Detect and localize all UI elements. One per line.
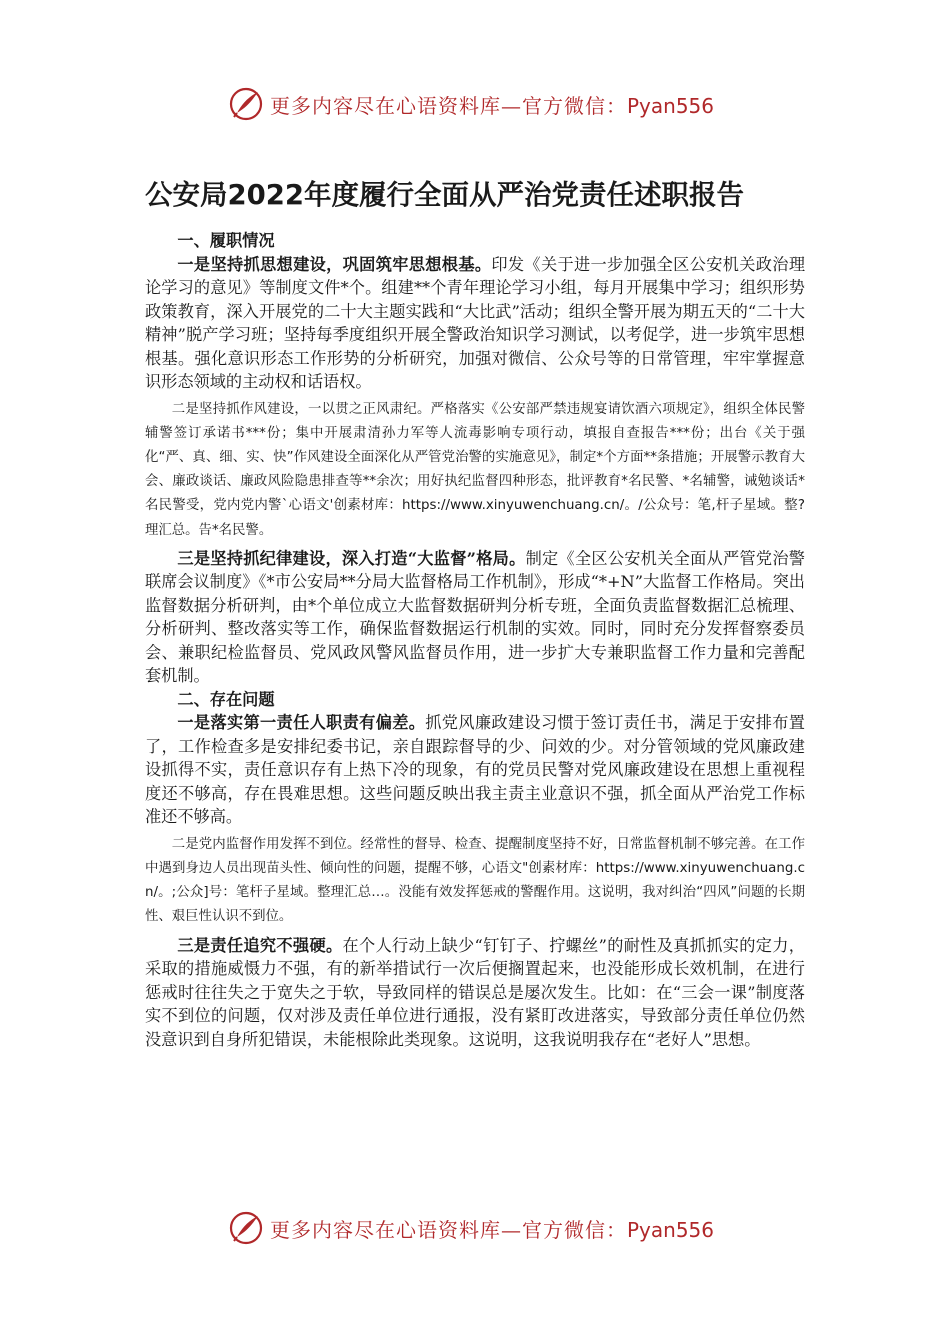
quill-logo-icon bbox=[228, 86, 264, 122]
section-heading-problems: 二、存在问题 bbox=[177, 689, 275, 709]
paragraph: 一是落实第一责任人职责有偏差。抓党风廉政建设习惯于签订责任书，满足于安排布置了，工作检查多是安排纪委书记，亲自跟踪督导的少、问效的少。对分管领域的党风廉政建设抓得不实，责任意识存有上热下冷的现象，有的党员民警对党风廉政建设在思想上重视程度还不够高，存在畏难思想。这些问题反映出我主责主业意识不强，抓全面从严治党工作标准还不够高。 bbox=[145, 713, 805, 827]
paragraph: 三是坚持抓纪律建设，深入打造“大监督”格局。制定《全区公安机关全面从严管党治警联席会议制度》《*市公安局**分局大监督格局工作机制》，形成“*+N”大监督工作格局。突出监督数据分析研判，由*个单位成立大监督数据研判分析专班，全面负责监督数据汇总梳理、分析研判、整改落实等工作，确保监督数据运行机制的实效。同时，同时充分发挥督察委员会、兼职纪检监督员、党风政风警风监督员作用，进一步扩大专兼职监督工作力量和完善配套机制。 bbox=[145, 548, 805, 686]
paragraph: 二是坚持抓作风建设，一以贯之正风肃纪。严格落实《公安部严禁违规宴请饮酒六项规定》，组织全体民警辅警签订承诺书***份；集中开展肃清孙力军等人流毒影响专项行动，填报自查报告***份；出台《关于强化“严、真、细、实、快”作风建设全面深化从严管党治警的实施意见》，制定*个方面**条措施；开展警示教育大会、廉政谈话、廉政风险隐患排查等**余次；用好执纪监督四种形态，批评教育*名民警、*名辅警，诫勉谈话*名民警受，党内党内警`心语文'创素材库：https://www.xinyuwenchuang.cn/。/公众号：笔,杆子星域。整?理汇总。告*名民警。 bbox=[145, 401, 805, 538]
banner-text: 更多内容尽在心语资料库—官方微信：Pyan556 bbox=[270, 93, 715, 118]
document-title: 公安局2022年度履行全面从严治党责任述职报告 bbox=[145, 179, 745, 211]
paragraph: 三是责任追究不强硬。在个人行动上缺少“钉钉子、拧螺丝”的耐性及真抓抓实的定力，采取的措施威慑力不强，有的新举措试行一次后便搁置起来，也没能形成长效机制，在进行惩戒时往往失之于宽失之于软，导致同样的错误总是屡次发生。比如：在“三会一课”制度落实不到位的问题，仅对涉及责任单位进行通报，没有紧盯改进落实，导致部分责任单位仍然没意识到自身所犯错误，未能根除此类现象。这说明，这我说明我存在“老好人”思想。 bbox=[145, 935, 805, 1049]
section-heading-duties: 一、履职情况 bbox=[177, 231, 275, 250]
footer-banner bbox=[228, 1208, 728, 1248]
document-body bbox=[145, 229, 805, 1051]
paragraph: 二是党内监督作用发挥不到位。经常性的督导、检查、提醒制度坚持不好，日常监督机制不够完善。在工作中遇到身边人员出现苗头性、倾向性的问题，提醒不够，心语文"创素材库：https://www.xinyuwenchuang.cn/。;公众]号：笔杆子星域。整理汇总…。没能有效发挥惩戒的警醒作用。这说明，我对纠治“四风”问题的长期性、艰巨性认识不到位。 bbox=[145, 836, 805, 925]
header-banner bbox=[228, 84, 728, 124]
banner-text: 更多内容尽在心语资料库—官方微信：Pyan556 bbox=[270, 1217, 715, 1242]
quill-logo-icon bbox=[228, 1210, 264, 1246]
paragraph: 一是坚持抓思想建设，巩固筑牢思想根基。印发《关于进一步加强全区公安机关政治理论学习的意见》等制度文件*个。组建**个青年理论学习小组，每月开展集中学习；组织形势政策教育，深入开展党的二十大主题实践和“大比武”活动；组织全警开展为期五天的“二十大精神”脱产学习班；坚持每季度组织开展全警政治知识学习测试，以考促学，进一步筑牢思想根基。强化意识形态工作形势的分析研究，加强对微信、公众号等的日常管理，牢牢掌握意识形态领域的主动权和话语权。 bbox=[145, 254, 806, 391]
